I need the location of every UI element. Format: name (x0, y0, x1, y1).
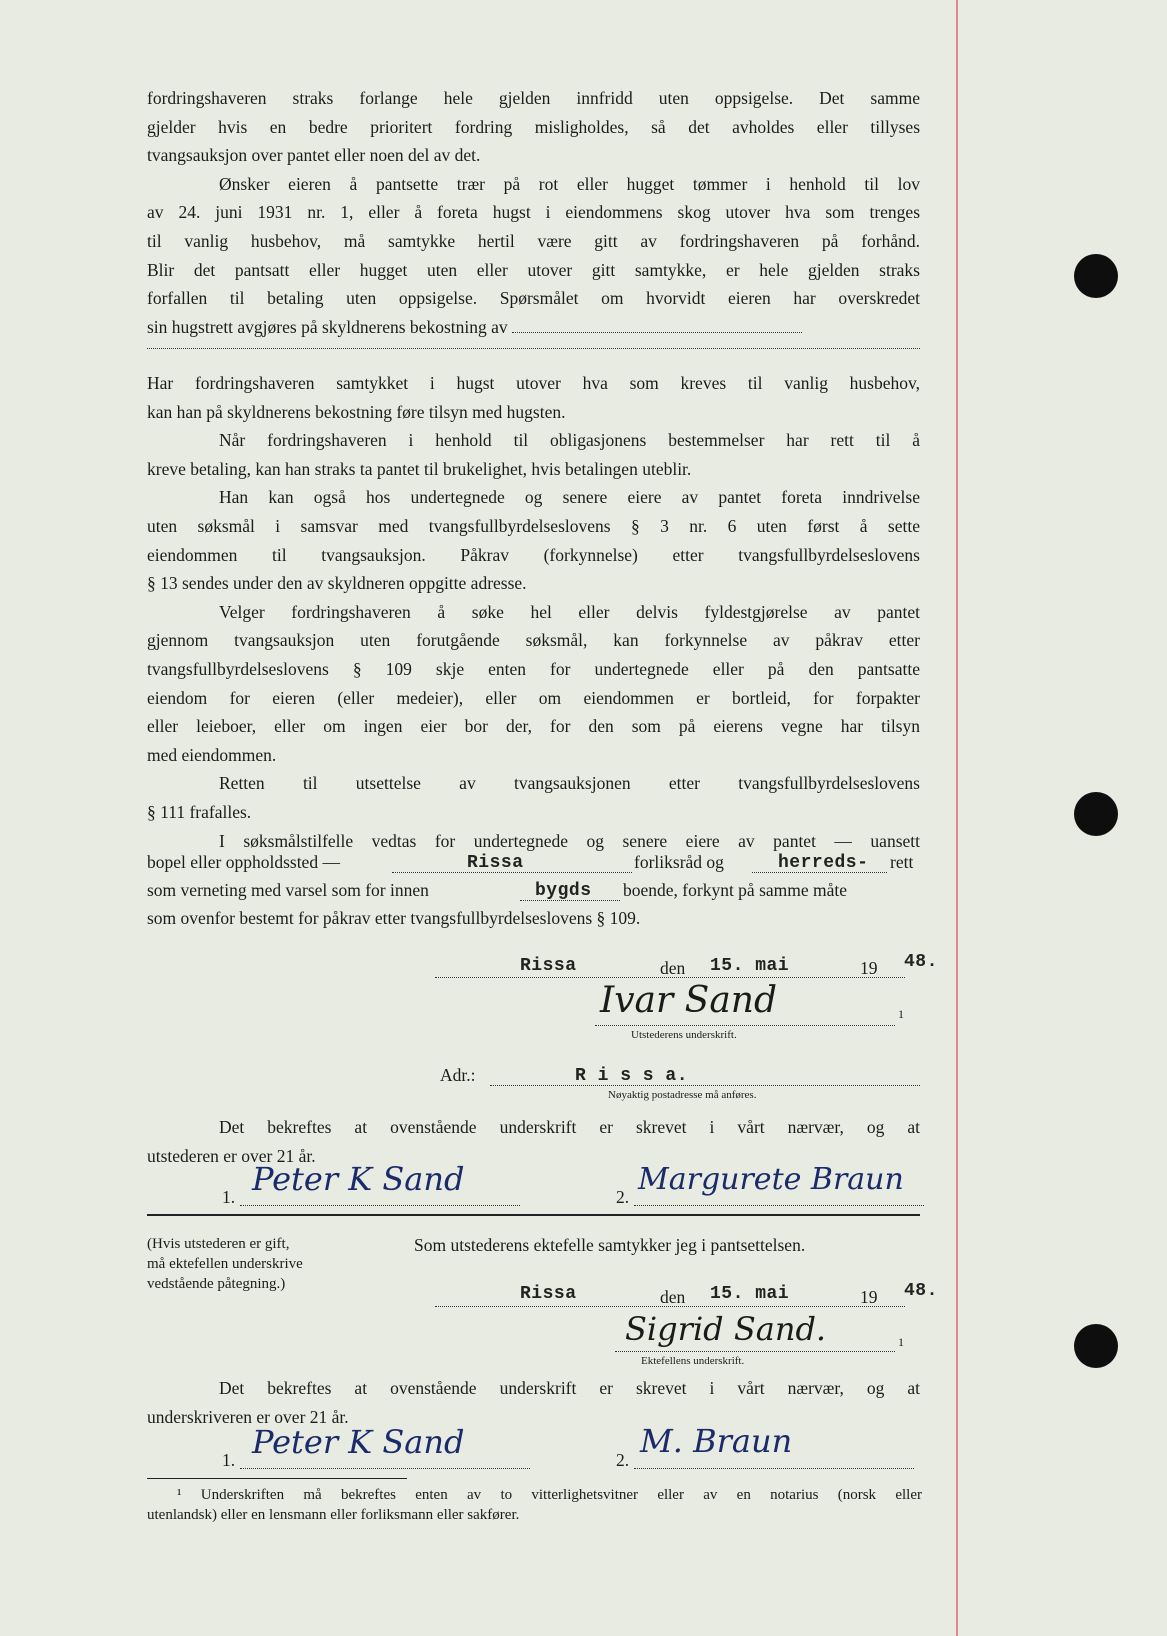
typed-date-1: 15. mai (710, 956, 790, 976)
text-line: utstederen er over 21 år. (147, 1145, 316, 1166)
label-year: 19 (860, 958, 878, 978)
signature-witness-2: Margurete Braun (638, 1162, 904, 1197)
text-line: I søksmålstilfelle vedtas for undertegnede og senere eiere av pantet — uansett (219, 830, 920, 851)
text-line: Det bekreftes at ovenstående underskrift er skrevet i vårt nærvær, og at (219, 1378, 920, 1398)
spouse-instruction (147, 1234, 303, 1294)
text-fragment: forliksråd og (634, 852, 724, 872)
typed-year-1: 48. (904, 952, 938, 972)
label-year: 19 (860, 1287, 878, 1307)
text-line: tvangsfullbyrdelseslovens § 109 skje enten for undertegnede eller på den pantsatte (147, 658, 920, 679)
witness-number-2: 2. (616, 1450, 630, 1470)
label-address-note: Nøyaktig postadresse må anføres. (608, 1089, 757, 1101)
punch-hole-1 (1074, 254, 1118, 298)
witness-line-3 (240, 1468, 530, 1469)
text-line (147, 313, 920, 342)
text-line: til vanlig husbehov, må samtykke hertil være gitt av fordringshaveren på forhånd. (147, 230, 920, 251)
text-line: vedstående påtegning.) (147, 1276, 286, 1292)
text-line: gjennom tvangsauksjon uten forutgående søksmål, kan forkynnelse av påkrav etter (147, 630, 920, 651)
text-line: kreve betaling, kan han straks ta pantet til brukelighet, hvis betalingen uteblir. (147, 458, 692, 479)
text-line: gjelder hvis en bedre prioritert fordring misligholdes, så det avholdes eller tillyses (147, 116, 920, 137)
typed-date-2: 15. mai (710, 1284, 790, 1304)
text-line: Når fordringshaveren i henhold til obligasjonens bestemmelser har rett til å (219, 430, 920, 451)
punch-hole-3 (1074, 1324, 1118, 1368)
text-line: underskriveren er over 21 år. (147, 1406, 349, 1427)
typed-place-1: Rissa (520, 956, 577, 976)
text-line: eiendommen til tvangsauksjon. Påkrav (forkynnelse) etter tvangsfullbyrdelseslovens (147, 544, 920, 565)
footnote-marker: 1 (898, 1007, 904, 1021)
label-spouse-signature: Ektefellens underskrift. (641, 1355, 745, 1367)
paragraph-block-2 (147, 369, 920, 855)
text-fragment: som ovenfor bestemt for påkrav etter tvangsfullbyrdelseslovens § 109. (147, 908, 641, 928)
margin-line (956, 0, 958, 1636)
text-line: tvangsauksjon over pantet eller noen del av det. (147, 145, 481, 166)
text-line: forfallen til betaling uten oppsigelse. Spørsmålet om hvorvidt eieren har overskredet (147, 288, 920, 309)
label-den: den (660, 958, 686, 978)
typed-address: R i s s a. (575, 1066, 689, 1086)
text-line: § 111 frafalles. (147, 801, 252, 822)
text-line: Han kan også hos undertegnede og senere eiere av pantet foreta inndrivelse (219, 487, 920, 508)
label-address: Adr.: (440, 1065, 476, 1085)
text-fragment: som verneting med varsel som for innen (147, 880, 429, 900)
text-fragment: bopel eller oppholdssted — (147, 852, 340, 872)
text-line: må ektefellen underskrive (147, 1256, 303, 1272)
footnote-marker: 1 (898, 1335, 904, 1349)
text-fragment: rett (890, 852, 914, 872)
text-line: Det bekreftes at ovenstående underskrift er skrevet i vårt nærvær, og at (219, 1117, 920, 1137)
text-line: § 13 sendes under den av skyldneren oppgitte adresse. (147, 573, 527, 594)
signature-issuer: Ivar Sand (600, 980, 778, 1021)
typed-bygds: bygds (535, 881, 592, 901)
typed-year-2: 48. (904, 1281, 938, 1301)
section-divider (147, 1214, 920, 1216)
witness-line-4 (634, 1468, 914, 1469)
text-fragment: sin hugstrett avgjøres på skyldnerens bekostning av (147, 316, 508, 337)
footnote (147, 1485, 922, 1525)
typed-place-2: Rissa (520, 1284, 577, 1304)
text-line: kan han på skyldnerens bekostning føre tilsyn med hugsten. (147, 401, 566, 422)
text-line: eiendom for eieren (eller medeier), eller om eiendommen er bortleid, for forpakter (147, 687, 920, 708)
witness-line-1 (240, 1205, 520, 1206)
witness-number-1: 1. (222, 1187, 236, 1207)
signature-witness-1: Peter K Sand (252, 1160, 465, 1198)
witness-line-2 (634, 1205, 924, 1206)
signature-witness-4: M. Braun (640, 1422, 793, 1460)
signature-spouse: Sigrid Sand. (625, 1310, 827, 1348)
text-line: eller leieboer, eller om ingen eier bor der, for den som på eierens vegne har tilsyn (147, 716, 920, 737)
text-line: (Hvis utstederen er gift, (147, 1236, 290, 1252)
text-line: utenlandsk) eller en lensmann eller forliksmann eller sakfører. (147, 1507, 520, 1523)
text-line: Blir det pantsatt eller hugget uten eller utover gitt samtykke, er hele gjelden straks (147, 259, 920, 280)
text-line: Ønsker eieren å pantsette trær på rot eller hugget tømmer i henhold til lov (219, 173, 920, 194)
text-fragment: boende, forkynt på samme måte (623, 880, 848, 900)
witness-number-2: 2. (616, 1187, 630, 1207)
paragraph-block-1 (147, 84, 920, 341)
text-line: Har fordringshaveren samtykket i hugst utover hva som kreves til vanlig husbehov, (147, 373, 920, 393)
footnote-rule (147, 1478, 407, 1479)
signature-line (595, 1025, 895, 1026)
spouse-consent-text: Som utstederens ektefelle samtykker jeg i pantsettelsen. (414, 1235, 806, 1255)
text-line: av 24. juni 1931 nr. 1, eller å foreta hugst i eiendommens skog utover hva som trenges (147, 202, 920, 223)
address-line (490, 1085, 920, 1086)
text-line: fordringshaveren straks forlange hele gjelden innfridd uten oppsigelse. Det samme (147, 88, 920, 108)
witness-number-1: 1. (222, 1450, 236, 1470)
label-issuer-signature: Utstederens underskrift. (631, 1029, 737, 1041)
text-line: uten søksmål i samsvar med tvangsfullbyrdelseslovens § 3 nr. 6 uten først å sette (147, 515, 920, 536)
blank-field (512, 322, 802, 333)
typed-forliksrad: Rissa (467, 853, 524, 873)
signature-line (615, 1351, 895, 1352)
blank-line (147, 348, 920, 349)
signature-witness-3: Peter K Sand (252, 1423, 465, 1461)
text-line: med eiendommen. (147, 744, 277, 765)
text-line: Retten til utsettelse av tvangsauksjonen etter tvangsfullbyrdelseslovens (219, 773, 920, 794)
punch-hole-2 (1074, 792, 1118, 836)
typed-herreds: herreds- (778, 853, 869, 873)
text-line: Velger fordringshaveren å søke hel eller delvis fyldestgjørelse av pantet (219, 601, 920, 622)
text-line: ¹ Underskriften må bekreftes enten av to vitterlighetsvitner eller av en notarius (norsk eller (177, 1487, 922, 1503)
label-den: den (660, 1287, 686, 1307)
